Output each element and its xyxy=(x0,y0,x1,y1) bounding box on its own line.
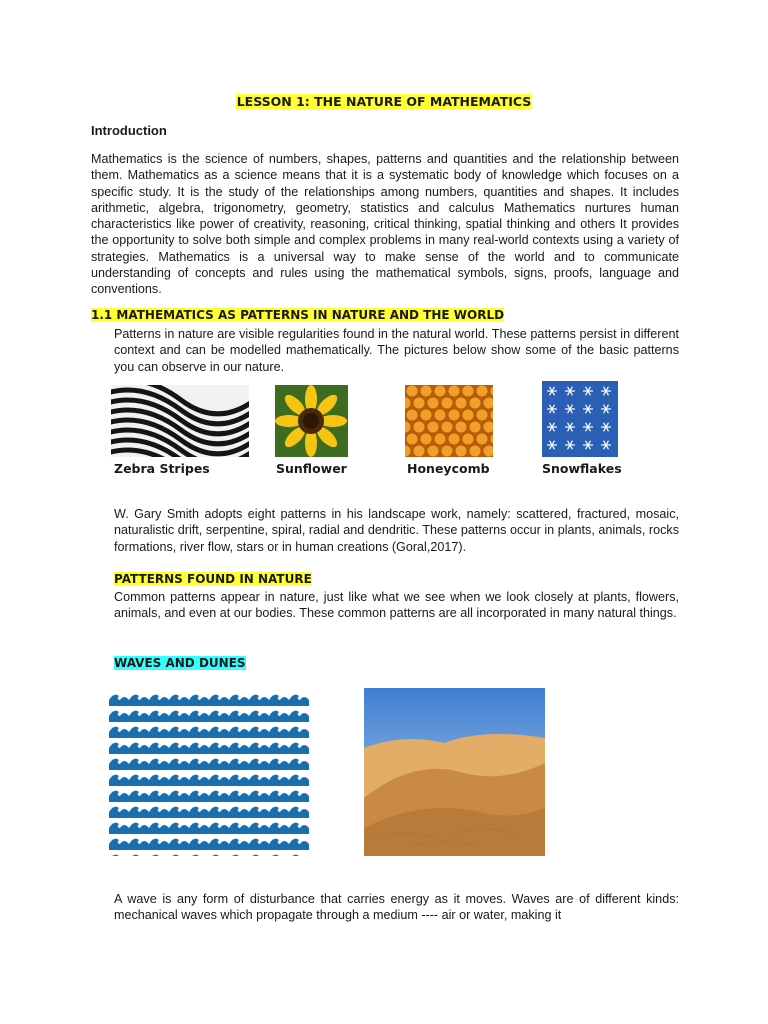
section-heading: 1.1 MATHEMATICS AS PATTERNS IN NATURE AND THE WORLD xyxy=(91,308,505,322)
waves-image xyxy=(109,690,309,856)
patterns-paragraph: Common patterns appear in nature, just like what we see when we look closely at plants, flowers, animals, and even at our bodies. These common patterns are all incorporated in many natural things. xyxy=(114,590,679,621)
honeycomb-image xyxy=(405,385,493,457)
patterns-heading: PATTERNS FOUND IN NATURE xyxy=(114,572,312,586)
caption-snowflakes: Snowflakes xyxy=(542,461,622,476)
caption-zebra-stripes: Zebra Stripes xyxy=(114,461,210,476)
caption-sunflower: Sunflower xyxy=(276,461,347,476)
waves-paragraph: A wave is any form of disturbance that carries energy as it moves. Waves are of different kinds: mechanical waves which propagate through a medium ---- air or water, making it xyxy=(114,892,679,923)
smith-paragraph: W. Gary Smith adopts eight patterns in his landscape work, namely: scattered, fractured, mosaic, naturalistic drift, serpentine, spiral, radial and dendritic. These patterns occur in plants, animals, rocks formations, river flow, stars or in human creations (Goral,2017). xyxy=(114,507,679,554)
sunflower-image xyxy=(275,385,348,457)
section-paragraph: Patterns in nature are visible regularities found in the natural world. These patterns persist in different context and can be modelled mathematically. The pictures below show some of the basic patterns you can observe in our nature. xyxy=(114,327,679,374)
lesson-title: LESSON 1: THE NATURE OF MATHEMATICS xyxy=(236,94,532,109)
zebra-stripes-image xyxy=(111,385,249,457)
dunes-image xyxy=(364,688,545,856)
introduction-heading: Introduction xyxy=(91,123,167,138)
caption-honeycomb: Honeycomb xyxy=(407,461,490,476)
waves-heading: WAVES AND DUNES xyxy=(114,656,246,670)
introduction-paragraph: Mathematics is the science of numbers, shapes, patterns and quantities and the relationship between them. Mathematics as a science means that it is a systematic body of knowledge which focuses on a specific study. It is the study of the relationships among numbers, quantities and shapes. It includes arithmetic, algebra, trigonometry, geometry, statistics and calculus Mathematics nurtures human characteristics like power of creativity, reasoning, critical thinking, spatial thinking and others It provides the opportunity to solve both simple and complex problems in many real-world contexts using a variety of strategies. Mathematics is a universal way to make sense of the world and to communicate understanding of concepts and rules using the mathematical symbols, signs, proofs, language and conventions. xyxy=(91,152,679,297)
snowflakes-image xyxy=(542,381,618,457)
